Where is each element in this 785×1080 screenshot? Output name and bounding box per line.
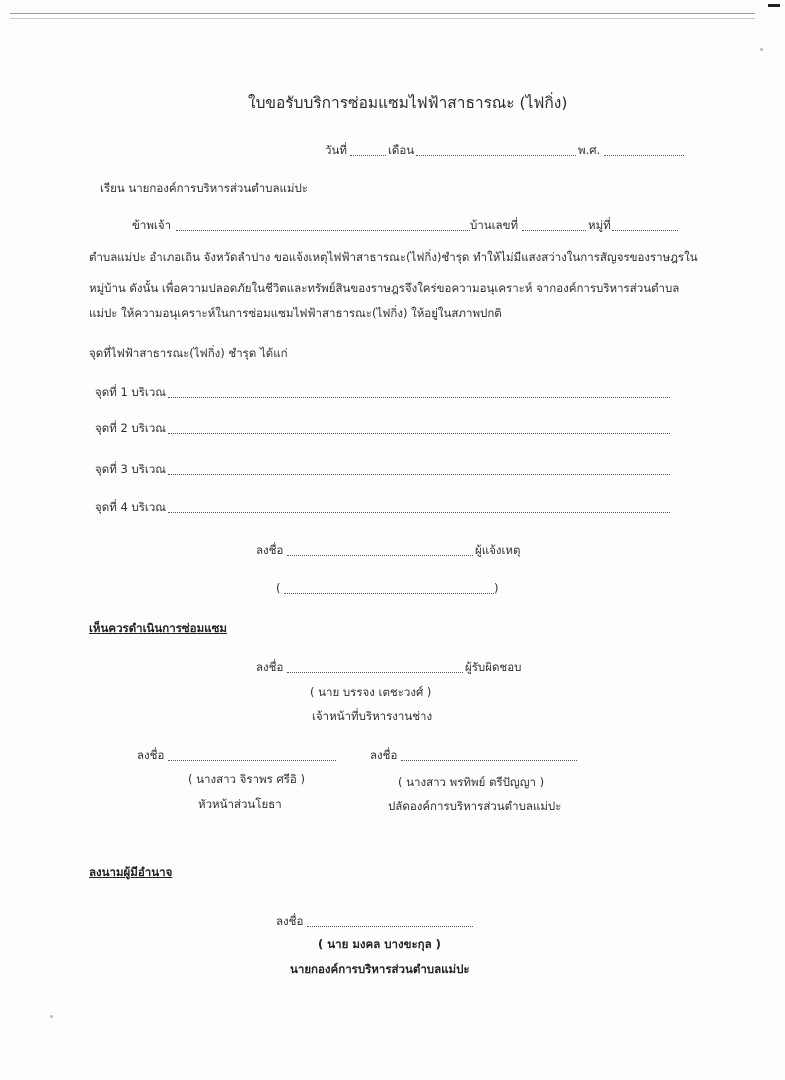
- authority-signature-field[interactable]: [307, 926, 473, 927]
- salutation: เรียน นายกองค์การบริหารส่วนตำบลแม่ปะ: [100, 181, 308, 195]
- right-signer-name: ( นางสาว พรทิพย์ ตรีปัญญา ): [398, 775, 545, 789]
- point-1-field[interactable]: [168, 397, 670, 398]
- responsible-role: ผู้รับผิดชอบ: [465, 660, 522, 674]
- authority-sign-label: ลงชื่อ: [276, 914, 304, 928]
- reporter-signature-field[interactable]: [287, 555, 473, 556]
- responsible-sign-label: ลงชื่อ: [256, 660, 284, 674]
- village-no-label: หมู่ที่: [588, 218, 611, 232]
- left-signature-field[interactable]: [168, 760, 336, 761]
- right-sign-label: ลงชื่อ: [370, 748, 398, 762]
- point-3-field[interactable]: [168, 474, 670, 475]
- point-1-label: จุดที่ 1 บริเวณ: [95, 385, 166, 399]
- reporter-paren-open: (: [276, 581, 281, 595]
- reporter-paren-close: ): [494, 581, 499, 595]
- top-rule: [10, 13, 755, 14]
- responsible-name: ( นาย บรรจง เตชะวงศ์ ): [310, 685, 432, 699]
- right-signer-position: ปลัดองค์การบริหารส่วนตำบลแม่ปะ: [388, 799, 562, 813]
- scan-speck: [50, 1015, 53, 1018]
- point-2-label: จุดที่ 2 บริเวณ: [95, 421, 166, 435]
- authority-position: นายกองค์การบริหารส่วนตำบลแม่ปะ: [290, 962, 470, 976]
- reporter-printed-name-field[interactable]: [284, 593, 494, 594]
- responsible-signature-field[interactable]: [287, 672, 463, 673]
- authority-heading: ลงนามผู้มีอำนาจ: [89, 865, 173, 879]
- body-text-line-2: หมู่บ้าน ดังนั้น เพื่อความปลอดภัยในชีวิตและทรัพย์สินของราษฎรจึงใคร่ขอความอนุเคราะห์ จากองค์การบริหารส่วนตำบล: [89, 281, 680, 295]
- body-text-line-1: ตำบลแม่ปะ อำเภอเถิน จังหวัดลำปาง ขอแจ้งเหตุไฟฟ้าสาธารณะ(ไฟกิ่ง)ชำรุด ทำให้ไม่มีแสงสว่างในการสัญจรของราษฎรใน: [89, 250, 698, 264]
- requester-name-field[interactable]: [176, 230, 470, 231]
- corner-mark: [768, 4, 780, 7]
- point-2-field[interactable]: [168, 433, 670, 434]
- point-4-label: จุดที่ 4 บริเวณ: [95, 500, 166, 514]
- reporter-sign-label: ลงชื่อ: [256, 543, 284, 557]
- points-heading: จุดที่ไฟฟ้าสาธารณะ(ไฟกิ่ง) ชำรุด ได้แก่: [89, 346, 288, 360]
- requester-label: ข้าพเจ้า: [132, 218, 172, 232]
- house-no-label: บ้านเลขที่: [470, 218, 519, 232]
- reporter-role: ผู้แจ้งเหตุ: [475, 543, 521, 557]
- left-sign-label: ลงชื่อ: [137, 748, 165, 762]
- top-rule-secondary: [10, 18, 755, 19]
- date-year-label: พ.ศ.: [578, 143, 601, 157]
- form-title: ใบขอรับบริการซ่อมแซมไฟฟ้าสาธารณะ (ไฟกิ่ง): [248, 94, 568, 112]
- right-signature-field[interactable]: [401, 760, 577, 761]
- point-4-field[interactable]: [168, 512, 670, 513]
- date-month-field[interactable]: [416, 155, 576, 156]
- date-day-label: วันที่: [325, 143, 347, 157]
- house-no-field[interactable]: [522, 230, 586, 231]
- left-signer-name: ( นางสาว จิราพร ศรีอิ ): [188, 772, 305, 786]
- scan-speck: [760, 48, 763, 51]
- responsible-position: เจ้าหน้าที่บริหารงานช่าง: [312, 709, 433, 723]
- opinion-heading: เห็นควรดำเนินการซ่อมแซม: [89, 621, 227, 635]
- body-text-line-3: แม่ปะ ให้ความอนุเคราะห์ในการซ่อมแซมไฟฟ้าสาธารณะ(ไฟกิ่ง) ให้อยู่ในสภาพปกติ: [89, 306, 502, 320]
- village-no-field[interactable]: [612, 230, 678, 231]
- date-month-label: เดือน: [388, 143, 415, 157]
- left-signer-position: หัวหน้าส่วนโยธา: [198, 797, 282, 811]
- authority-name: ( นาย มงคล บางขะกุล ): [318, 937, 441, 951]
- date-year-field[interactable]: [604, 155, 684, 156]
- point-3-label: จุดที่ 3 บริเวณ: [95, 462, 166, 476]
- date-day-field[interactable]: [350, 155, 386, 156]
